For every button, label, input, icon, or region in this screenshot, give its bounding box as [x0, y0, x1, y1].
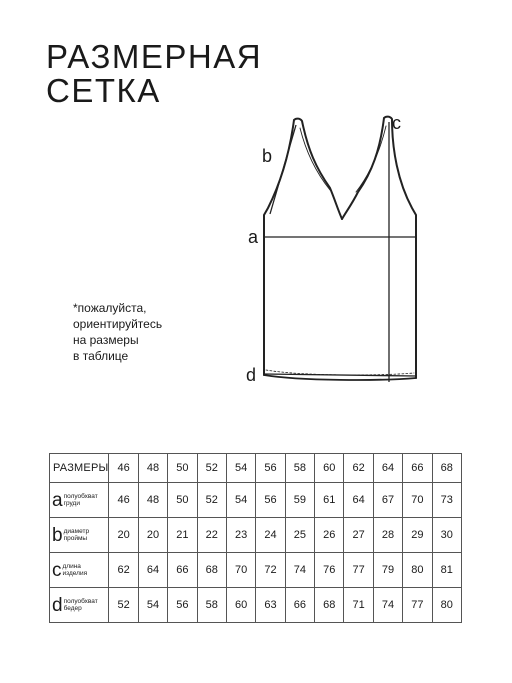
table-cell: 52: [197, 483, 226, 518]
garment-outline-left: [264, 119, 342, 375]
table-cell: 59: [285, 483, 314, 518]
table-cell: 25: [285, 518, 314, 553]
table-cell: 64: [138, 553, 167, 588]
table-cell: 81: [432, 553, 461, 588]
note-line-3: на размеры: [73, 333, 139, 347]
row-description: [63, 563, 88, 577]
table-cell: 77: [403, 588, 432, 623]
table-cell: 68: [315, 588, 344, 623]
size-header-cell: 48: [138, 454, 167, 483]
row-description: [64, 598, 98, 612]
table-cell: 74: [285, 553, 314, 588]
row-desc-line: груди: [63, 500, 80, 507]
table-cell: 66: [168, 553, 197, 588]
table-row-c: [50, 553, 462, 588]
size-note: [73, 300, 213, 364]
table-cell: 56: [256, 483, 285, 518]
table-cell: 48: [138, 483, 167, 518]
size-header-cell: 58: [285, 454, 314, 483]
table-cell: 60: [226, 588, 255, 623]
table-cell: 20: [109, 518, 138, 553]
table-cell: 62: [109, 553, 138, 588]
table-cell: 56: [168, 588, 197, 623]
row-description: [64, 528, 90, 542]
label-b: b: [262, 146, 273, 166]
table-cell: 54: [226, 483, 255, 518]
row-letter: a: [52, 489, 63, 511]
table-cell: 80: [403, 553, 432, 588]
label-c: c: [392, 113, 401, 133]
table-cell: 67: [373, 483, 402, 518]
note-line-1: *пожалуйста,: [73, 301, 147, 315]
table-cell: 68: [197, 553, 226, 588]
size-header-cell: 46: [109, 454, 138, 483]
row-desc-line: длина: [62, 563, 81, 570]
size-header-cell: 52: [197, 454, 226, 483]
table-cell: 28: [373, 518, 402, 553]
size-header-label: РАЗМЕРЫ: [50, 454, 109, 483]
table-cell: 30: [432, 518, 461, 553]
table-cell: 76: [315, 553, 344, 588]
table-row-b: [50, 518, 462, 553]
row-letter: c: [52, 559, 62, 581]
table-cell: 50: [168, 483, 197, 518]
size-header-cell: 54: [226, 454, 255, 483]
table-row-a: [50, 483, 462, 518]
table-cell: 20: [138, 518, 167, 553]
row-label-c: [50, 553, 109, 588]
table-cell: 58: [197, 588, 226, 623]
row-desc-line: полуобхват: [63, 493, 98, 500]
size-header-cell: 60: [315, 454, 344, 483]
size-header-row: [50, 454, 462, 483]
row-desc-line: полуобхват: [63, 598, 98, 605]
table-cell: 61: [315, 483, 344, 518]
garment-outline-right: [342, 117, 416, 378]
row-desc-line: изделия: [62, 570, 88, 577]
table-cell: 79: [373, 553, 402, 588]
row-letter: b: [52, 524, 63, 546]
table-cell: 66: [285, 588, 314, 623]
row-description: [64, 493, 98, 507]
size-header-cell: 68: [432, 454, 461, 483]
row-desc-line: диаметр: [63, 528, 90, 535]
row-desc-line: проймы: [63, 535, 88, 542]
note-line-2: ориентируйтесь: [73, 317, 163, 331]
note-line-4: в таблице: [73, 349, 129, 363]
table-row-d: [50, 588, 462, 623]
table-cell: 64: [344, 483, 373, 518]
table-cell: 29: [403, 518, 432, 553]
row-desc-line: бедер: [63, 605, 82, 612]
table-cell: 74: [373, 588, 402, 623]
table-cell: 63: [256, 588, 285, 623]
table-cell: 73: [432, 483, 461, 518]
table-cell: 24: [256, 518, 285, 553]
size-table: [49, 453, 462, 623]
size-header-cell: 50: [168, 454, 197, 483]
row-label-d: [50, 588, 109, 623]
title-line-1: РАЗМЕРНАЯ: [46, 38, 263, 75]
table-cell: 27: [344, 518, 373, 553]
size-header-cell: 64: [373, 454, 402, 483]
table-cell: 77: [344, 553, 373, 588]
row-label-b: [50, 518, 109, 553]
table-cell: 52: [109, 588, 138, 623]
table-cell: 70: [226, 553, 255, 588]
row-label-a: [50, 483, 109, 518]
row-letter: d: [52, 594, 63, 616]
size-header-cell: 62: [344, 454, 373, 483]
table-cell: 23: [226, 518, 255, 553]
measure-line-d: [264, 374, 416, 376]
table-cell: 80: [432, 588, 461, 623]
table-cell: 54: [138, 588, 167, 623]
table-cell: 26: [315, 518, 344, 553]
table-cell: 22: [197, 518, 226, 553]
measure-line-b: [270, 125, 296, 214]
table-cell: 21: [168, 518, 197, 553]
table-cell: 70: [403, 483, 432, 518]
table-cell: 46: [109, 483, 138, 518]
label-a: a: [248, 227, 259, 247]
size-header-cell: 56: [256, 454, 285, 483]
label-d: d: [246, 365, 257, 385]
title-line-2: СЕТКА: [46, 72, 161, 109]
size-header-cell: 66: [403, 454, 432, 483]
table-cell: 71: [344, 588, 373, 623]
table-cell: 72: [256, 553, 285, 588]
